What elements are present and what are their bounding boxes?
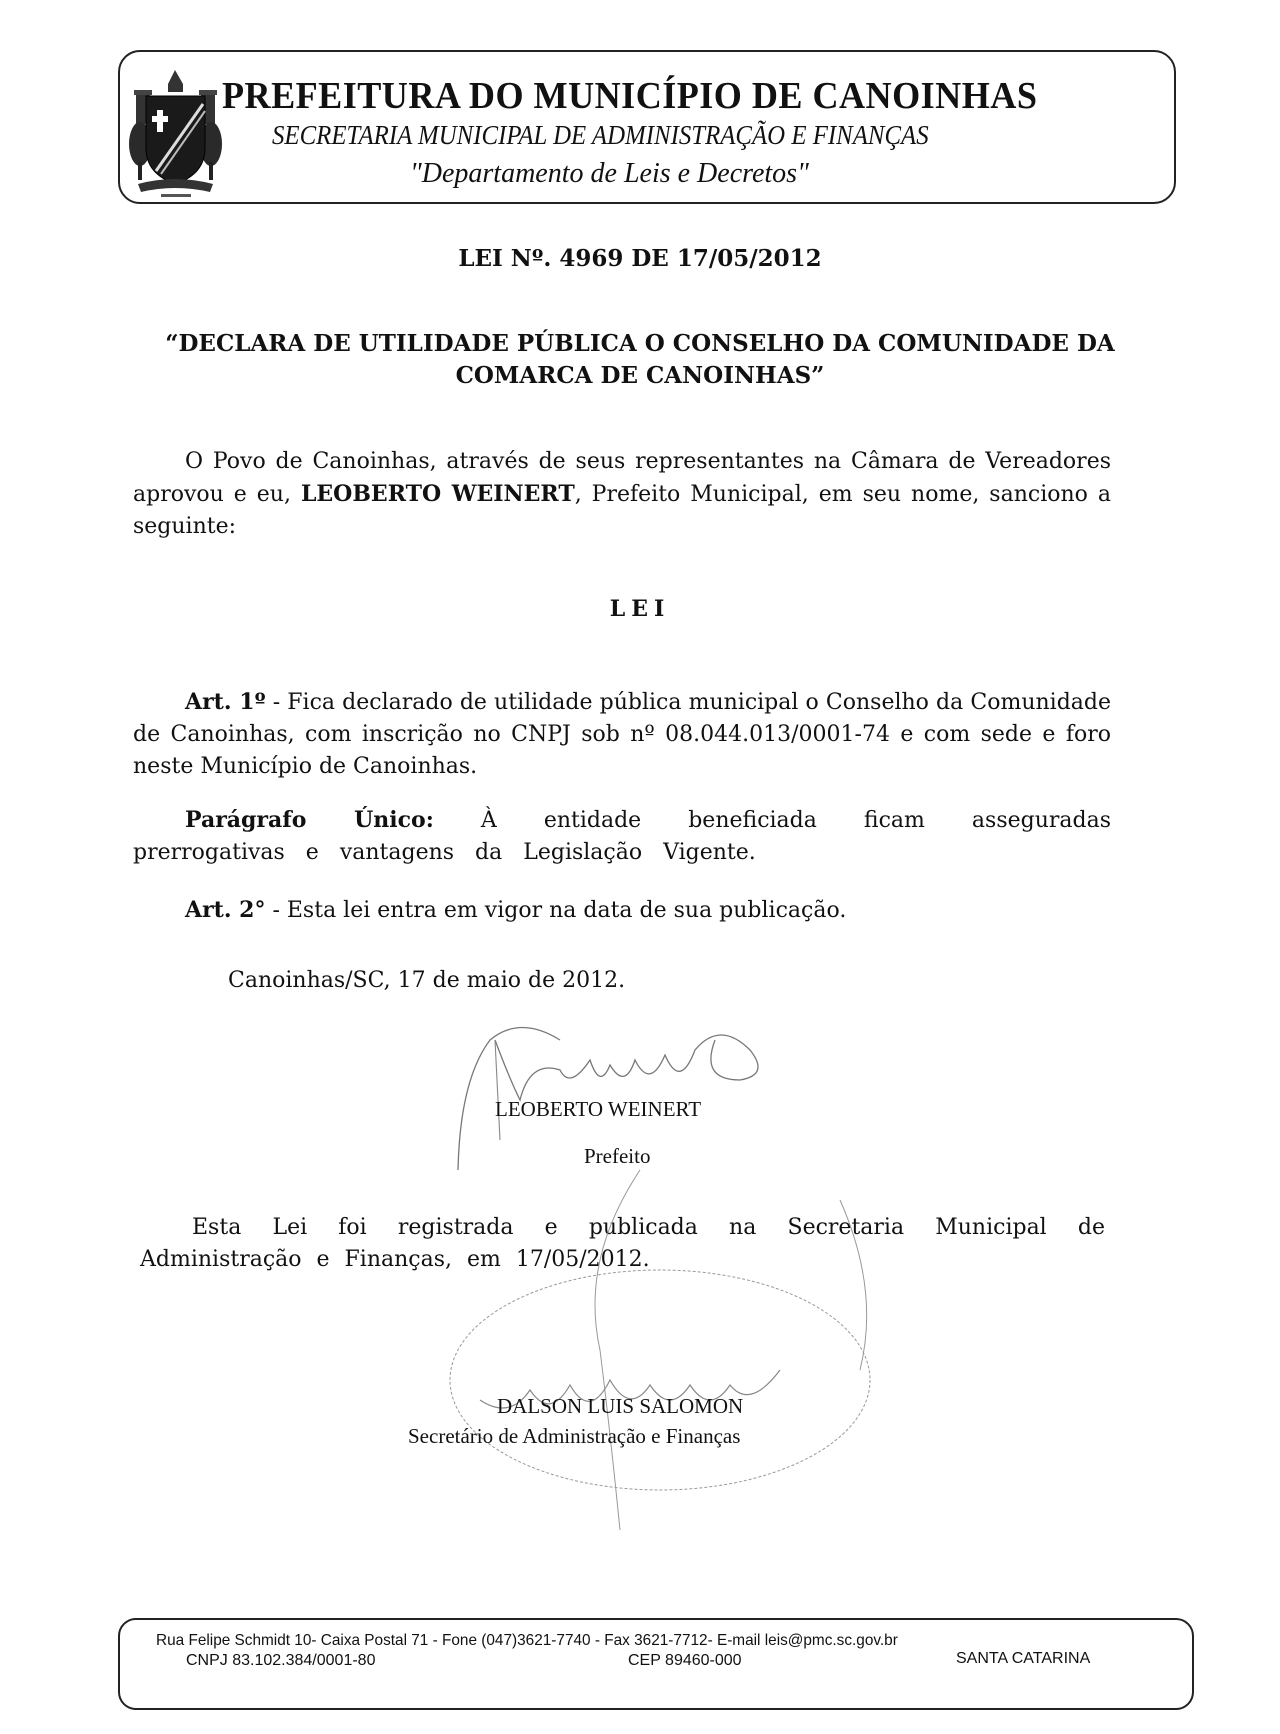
footer-cnpj: CNPJ 83.102.384/0001-80 [186,1652,376,1669]
municipality-title: PREFEITURA DO MUNICÍPIO DE CANOINHAS [222,75,1038,117]
law-number: LEI Nº. 4969 DE 17/05/2012 [458,245,822,272]
article-2: Art. 2° - Esta lei entra em vigor na data de sua publicação. [185,897,847,923]
article-1: Art. 1º - Fica declarado de utilidade pública municipal o Conselho da Comunidade de Canoinhas, com inscrição no CNPJ sob nº 08.044.013/0001-74 e com sede e foro neste Município de Canoinhas. [133,689,1111,779]
footer-cep: CEP 89460-000 [628,1652,742,1669]
footer-state: SANTA CATARINA [956,1650,1091,1667]
signatory1-role: Prefeito [584,1144,651,1168]
mayor-name-bold: LEOBERTO WEINERT [300,481,575,507]
signatory2-name: DALSON LUIS SALOMON [497,1394,744,1418]
footer-address: Rua Felipe Schmidt 10- Caixa Postal 71 - Fone (047)3621-7740 - Fax 3621-7712- E-mail leis@pmc.sc.gov.br [156,1632,898,1649]
signatory2-role: Secretário de Administração e Finanças [408,1424,741,1448]
coat-of-arms-icon [128,66,223,201]
sole-paragraph: Parágrafo Único: À entidade beneficiada ficam asseguradas prerrogativas e vantagens da Legislação Vigente. [133,807,1112,865]
law-title-line2: COMARCA DE CANOINHAS” [455,362,825,389]
law-title-line1: “DECLARA DE UTILIDADE PÚBLICA O CONSELHO DA COMUNIDADE DA [165,330,1115,357]
registration-note: Esta Lei foi registrada e publicada na Secretaria Municipal de Administração e Finanças, em 17/05/2012. [140,1215,1105,1272]
preamble-paragraph: O Povo de Canoinhas, através de seus representantes na Câmara de Vereadores aprovou e eu, LEOBERTO WEINERT, Prefeito Municipal, em seu nome, sanciono a seguinte: [133,449,1111,539]
article-label: Art. 1º [185,689,266,715]
signatory1-name: LEOBERTO WEINERT [495,1097,702,1121]
law-title [140,328,1140,392]
paragraph-label: Parágrafo Único: [185,807,434,833]
place-date: Canoinhas/SC, 17 de maio de 2012. [228,968,626,993]
secretary-signature-icon [420,1170,900,1550]
section-heading-lei: LEI [609,596,671,622]
department-name: "Departamento de Leis e Decretos" [410,158,809,189]
article-label: Art. 2° [185,897,266,923]
secretariat-subtitle: SECRETARIA MUNICIPAL DE ADMINISTRAÇÃO E FINANÇAS [272,120,929,150]
